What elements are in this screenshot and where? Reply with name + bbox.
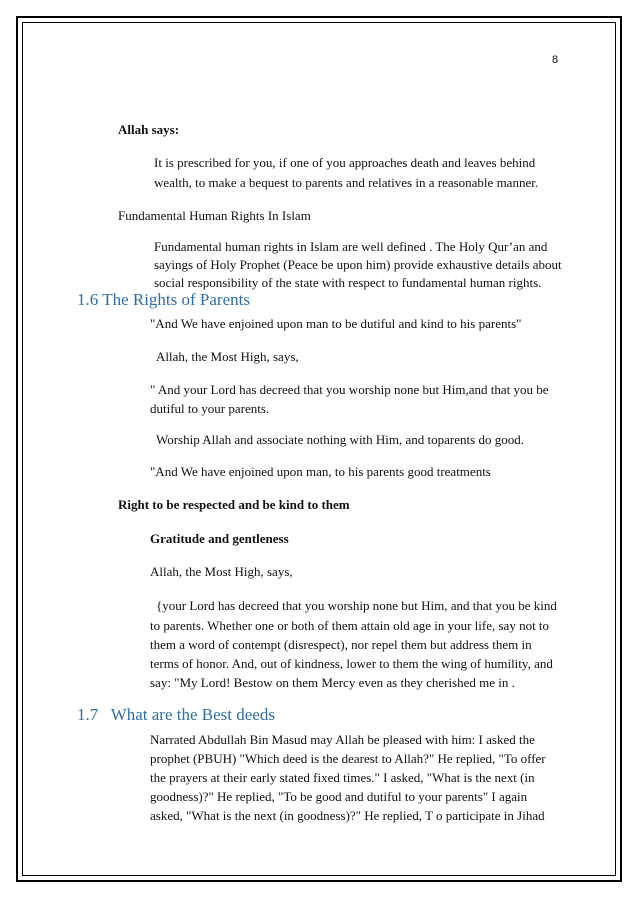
section-1-6-paragraph-3-line-2: dutiful to your parents. xyxy=(150,401,270,416)
fundamental-line-3: social responsibility of the state with respect to fundamental human rights. xyxy=(154,275,542,290)
allah-says-label: Allah says: xyxy=(118,122,180,137)
right-respected-line-5: say: "My Lord! Bestow on them Mercy even as they cherished me in . xyxy=(150,675,515,690)
section-1-7-heading: 1.7 What are the Best deeds xyxy=(77,705,275,724)
right-respected-heading: Right to be respected and be kind to them xyxy=(118,497,350,512)
section-1-7-line-3: the prayers at their early stated fixed times." I asked, "What is the next (in xyxy=(150,770,535,785)
gratitude-subheading: Gratitude and gentleness xyxy=(150,531,289,546)
section-1-7-line-2: prophet (PBUH) "Which deed is the dearest to Allah?" He replied, "To offer xyxy=(150,751,546,766)
section-1-6-paragraph-4: Worship Allah and associate nothing with Him, and toparents do good. xyxy=(156,432,524,447)
right-respected-says: Allah, the Most High, says, xyxy=(150,564,293,579)
section-1-6-paragraph-1: "And We have enjoined upon man to be dutiful and kind to his parents" xyxy=(150,316,522,331)
section-1-7-line-1: Narrated Abdullah Bin Masud may Allah be pleased with him: I asked the xyxy=(150,732,535,747)
section-1-6-paragraph-5: "And We have enjoined upon man, to his parents good treatments xyxy=(150,464,491,479)
fundamental-line-2: sayings of Holy Prophet (Peace be upon him) provide exhaustive details about xyxy=(154,257,562,272)
section-1-6-paragraph-3-line-1: " And your Lord has decreed that you worship none but Him,and that you be xyxy=(150,382,549,397)
section-1-7-line-5: asked, "What is the next (in goodness)?" He replied, T o participate in Jihad xyxy=(150,808,545,823)
right-respected-line-1: {your Lord has decreed that you worship none but Him, and that you be kind xyxy=(156,598,557,613)
right-respected-line-3: them a word of contempt (disrespect), nor repel them but address them in xyxy=(150,637,532,652)
right-respected-line-2: to parents. Whether one or both of them attain old age in your life, say not to xyxy=(150,618,550,633)
section-1-7-line-4: goodness)?" He replied, "To be good and dutiful to your parents" I again xyxy=(150,789,528,804)
fundamental-rights-heading: Fundamental Human Rights In Islam xyxy=(118,208,311,223)
right-respected-line-4: terms of honor. And, out of kindness, lower to them the wing of humility, and xyxy=(150,656,553,671)
section-1-6-paragraph-2: Allah, the Most High, says, xyxy=(156,349,299,364)
section-1-6-heading: 1.6 The Rights of Parents xyxy=(77,290,250,309)
page-border-inner xyxy=(22,22,616,876)
fundamental-line-1: Fundamental human rights in Islam are well defined . The Holy Qur’an and xyxy=(154,239,548,254)
allah-says-line-1: It is prescribed for you, if one of you approaches death and leaves behind xyxy=(154,155,536,170)
page-number: 8 xyxy=(552,54,559,66)
allah-says-line-2: wealth, to make a bequest to parents and relatives in a reasonable manner. xyxy=(154,175,539,190)
